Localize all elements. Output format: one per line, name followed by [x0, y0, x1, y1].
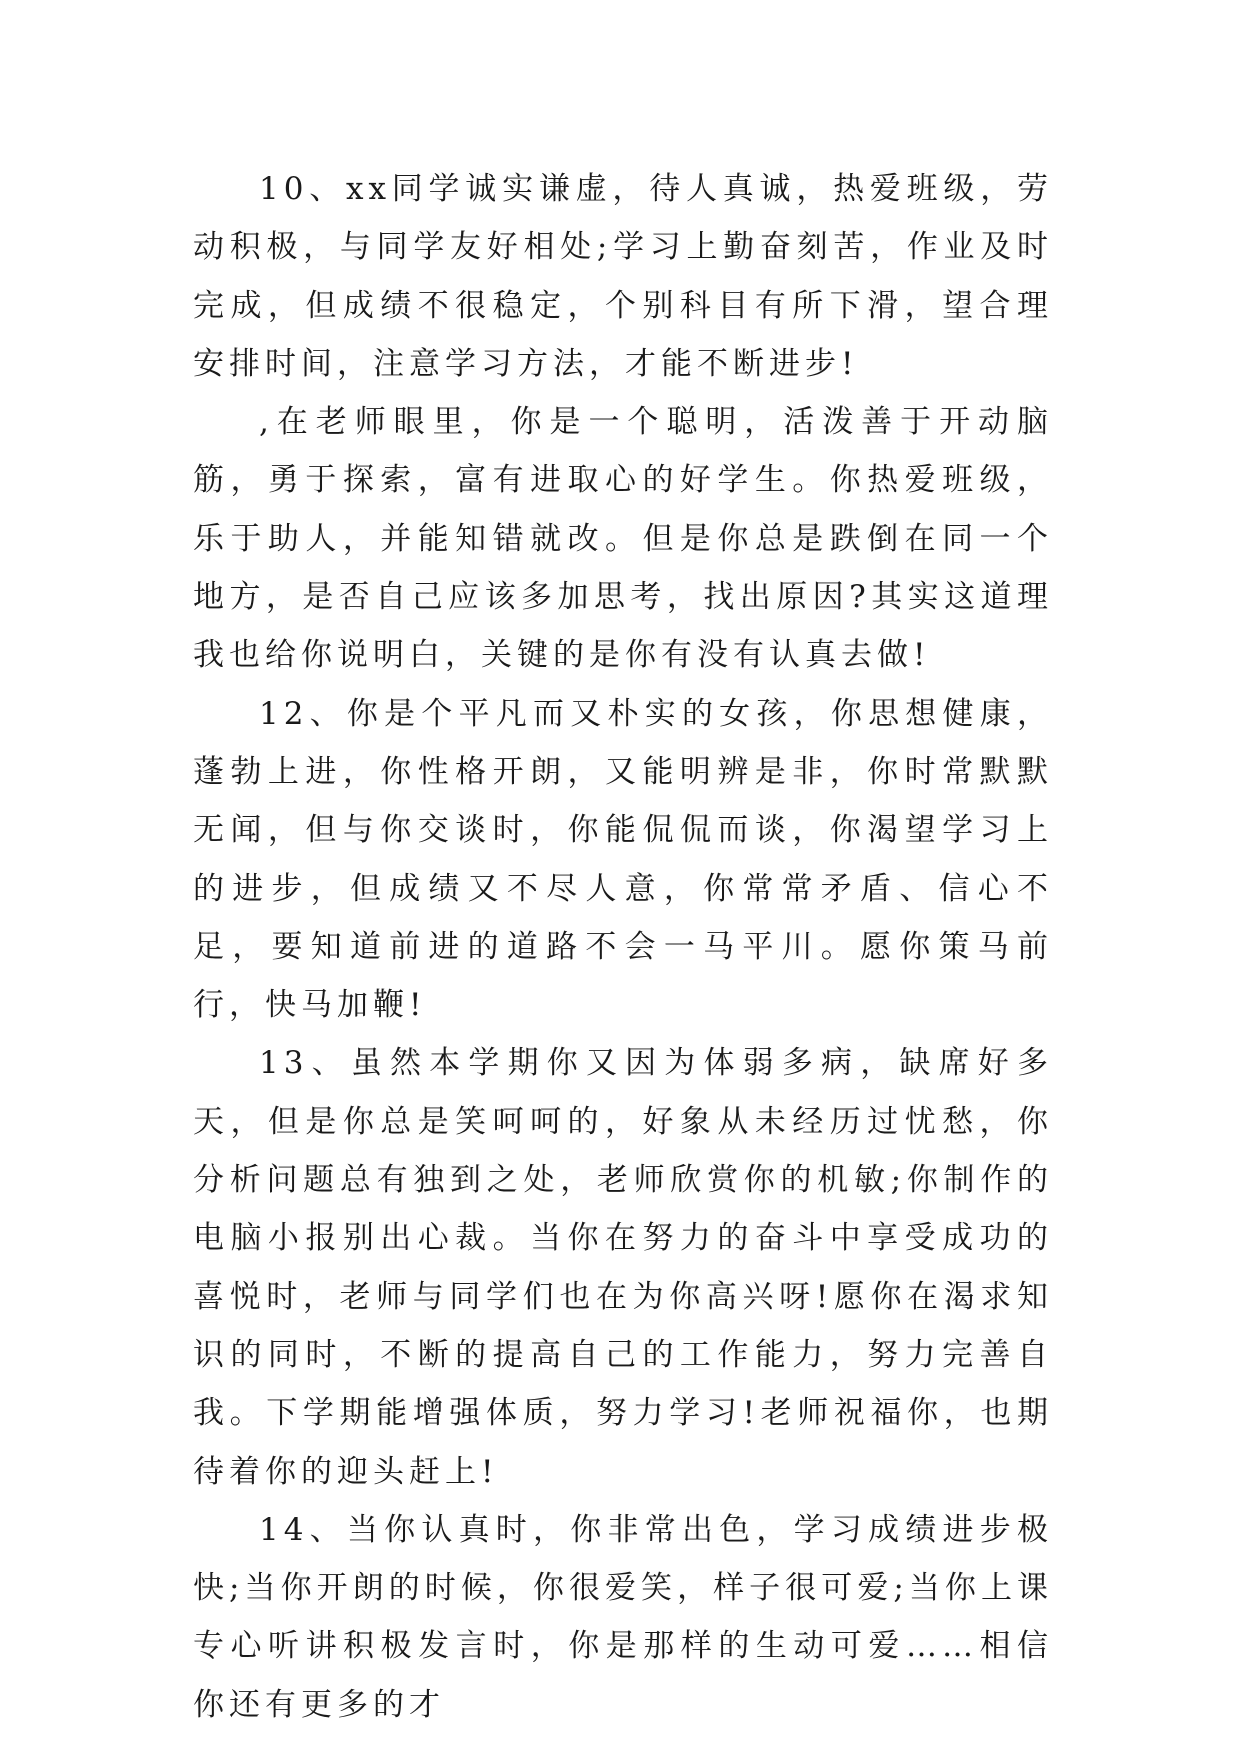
- paragraph-14: 14、当你认真时，你非常出色，学习成绩进步极快;当你开朗的时候，你很爱笑，样子很可爱;当你上课专心听讲积极发言时，你是那样的生动可爱……相信你还有更多的才: [193, 1511, 1053, 1723]
- paragraph-10: 10、xx同学诚实谦虚，待人真诚，热爱班级，劳动积极，与同学友好相处;学习上勤奋刻苦，作业及时完成，但成绩不很稳定，个别科目有所下滑，望合理安排时间，注意学习方法，才能不断进步!: [193, 171, 1053, 382]
- paragraph-12: 12、你是个平凡而又朴实的女孩，你思想健康，蓬勃上进，你性格开朗，又能明辨是非，你时常默默无闻，但与你交谈时，你能侃侃而谈，你渴望学习上的进步，但成绩又不尽人意，你常常矛盾、信心不足，要知道前进的道路不会一马平川。愿你策马前行，快马加鞭!: [193, 695, 1053, 1024]
- paragraph-13: 13、虽然本学期你又因为体弱多病，缺席好多天，但是你总是笑呵呵的，好象从未经历过忧愁，你分析问题总有独到之处，老师欣赏你的机敏;你制作的电脑小报别出心裁。当你在努力的奋斗中享受成功的喜悦时，老师与同学们也在为你高兴呀!愿你在渴求知识的同时，不断的提高自己的工作能力，努力完善自我。下学期能增强体质，努力学习!老师祝福你，也期待着你的迎头赶上!: [193, 1045, 1053, 1490]
- document-body: [193, 160, 1053, 1734]
- paragraph-11: ,在老师眼里，你是一个聪明，活泼善于开动脑筋，勇于探索，富有进取心的好学生。你热爱班级，乐于助人，并能知错就改。但是你总是跌倒在同一个地方，是否自己应该多加思考，找出原因?其实这道理我也给你说明白，关键的是你有没有认真去做!: [193, 404, 1053, 674]
